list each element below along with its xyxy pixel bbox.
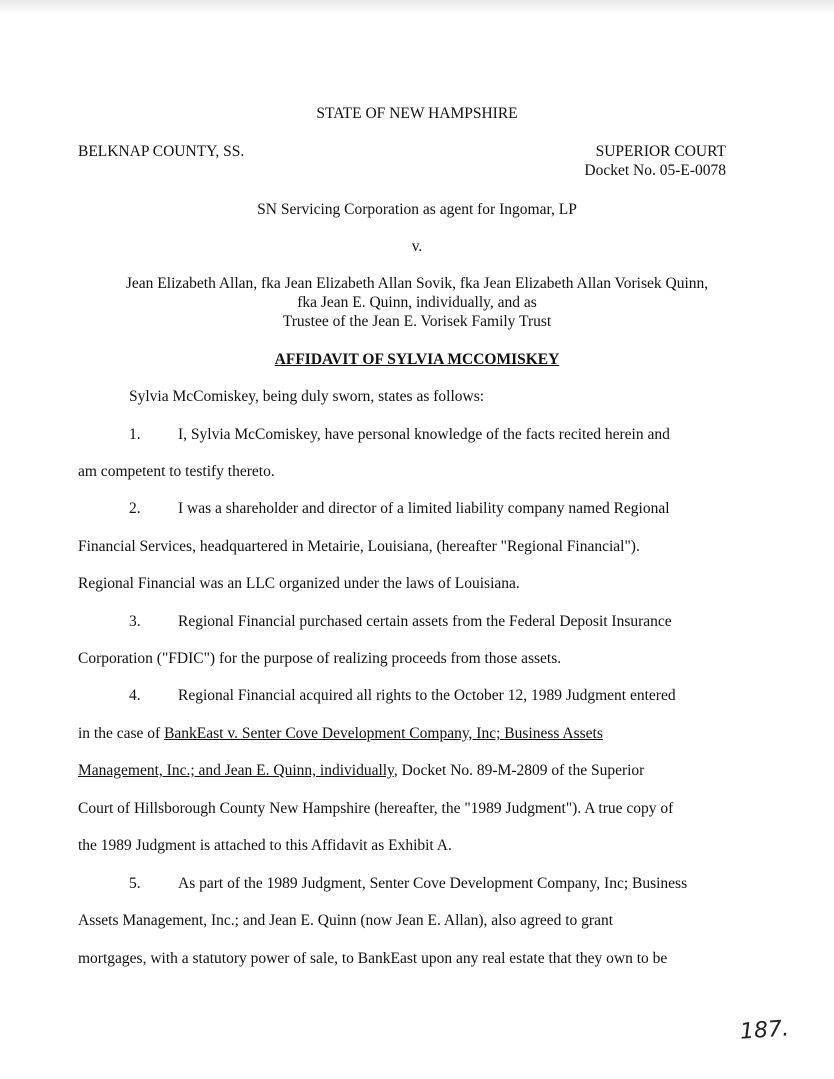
- paragraph-1-line-2: am competent to testify thereto.: [78, 463, 275, 480]
- paragraph-5-line-2: Assets Management, Inc.; and Jean E. Quinn (now Jean E. Allan), also agreed to grant: [78, 912, 614, 929]
- county-label: BELKNAP COUNTY, SS.: [78, 143, 245, 160]
- scan-edge: [0, 0, 834, 14]
- paragraph-number-5: 5.: [129, 875, 141, 892]
- defendant-line-2: fka Jean E. Quinn, individually, and as: [297, 294, 537, 311]
- case-name-part-2: Management, Inc.; and Jean E. Quinn, individually: [78, 762, 394, 779]
- paragraph-2-line-3: Regional Financial was an LLC organized under the laws of Louisiana.: [78, 575, 520, 592]
- defendant-line-3: Trustee of the Jean E. Vorisek Family Trust: [282, 313, 552, 330]
- paragraph-4-line-5: the 1989 Judgment is attached to this Affidavit as Exhibit A.: [78, 837, 452, 854]
- paragraph-5-line-1: As part of the 1989 Judgment, Senter Cove Development Company, Inc; Business: [178, 875, 688, 892]
- case-name-part-1: BankEast v. Senter Cove Development Company, Inc; Business Assets: [164, 725, 603, 742]
- paragraph-4-line-1: Regional Financial acquired all rights to the October 12, 1989 Judgment entered: [178, 687, 676, 704]
- paragraph-4-line-3: [78, 762, 644, 780]
- case-prefix: in the case of: [78, 725, 165, 742]
- plaintiff-name: SN Servicing Corporation as agent for Ingomar, LP: [257, 201, 577, 218]
- paragraph-4-line-2: [78, 725, 603, 743]
- docket-number: Docket No. 05-E-0078: [584, 162, 726, 179]
- paragraph-number-3: 3.: [129, 613, 141, 630]
- court-label: SUPERIOR COURT: [595, 143, 726, 160]
- paragraph-2-line-2: Financial Services, headquartered in Metairie, Louisiana, (hereafter "Regional Financial").: [78, 538, 640, 555]
- paragraph-5-line-3: mortgages, with a statutory power of sale, to BankEast upon any real estate that they own to be: [78, 950, 668, 967]
- paragraph-number-2: 2.: [129, 500, 141, 517]
- state-heading: STATE OF NEW HAMPSHIRE: [316, 105, 518, 122]
- paragraph-number-1: 1.: [129, 426, 141, 443]
- intro-text: Sylvia McComiskey, being duly sworn, states as follows:: [129, 388, 485, 405]
- docket-reference: , Docket No. 89-M-2809 of the Superior: [393, 762, 645, 779]
- versus: v.: [411, 238, 423, 255]
- affidavit-title: AFFIDAVIT OF SYLVIA MCCOMISKEY: [274, 351, 560, 368]
- affidavit-title-wrap: [0, 351, 834, 369]
- paragraph-number-4: 4.: [129, 687, 141, 704]
- defendant-line-1: Jean Elizabeth Allan, fka Jean Elizabeth Allan Sovik, fka Jean Elizabeth Allan Vorisek Quinn,: [125, 275, 709, 292]
- paragraph-4-line-4: Court of Hillsborough County New Hampshire (hereafter, the "1989 Judgment"). A true copy of: [78, 800, 674, 817]
- paragraph-1-line-1: I, Sylvia McComiskey, have personal knowledge of the facts recited herein and: [178, 426, 670, 443]
- paragraph-3-line-1: Regional Financial purchased certain assets from the Federal Deposit Insurance: [178, 613, 672, 630]
- paragraph-3-line-2: Corporation ("FDIC") for the purpose of realizing proceeds from those assets.: [78, 650, 562, 667]
- paragraph-2-line-1: I was a shareholder and director of a limited liability company named Regional: [178, 500, 670, 517]
- handwritten-page-number: 187.: [739, 1016, 790, 1045]
